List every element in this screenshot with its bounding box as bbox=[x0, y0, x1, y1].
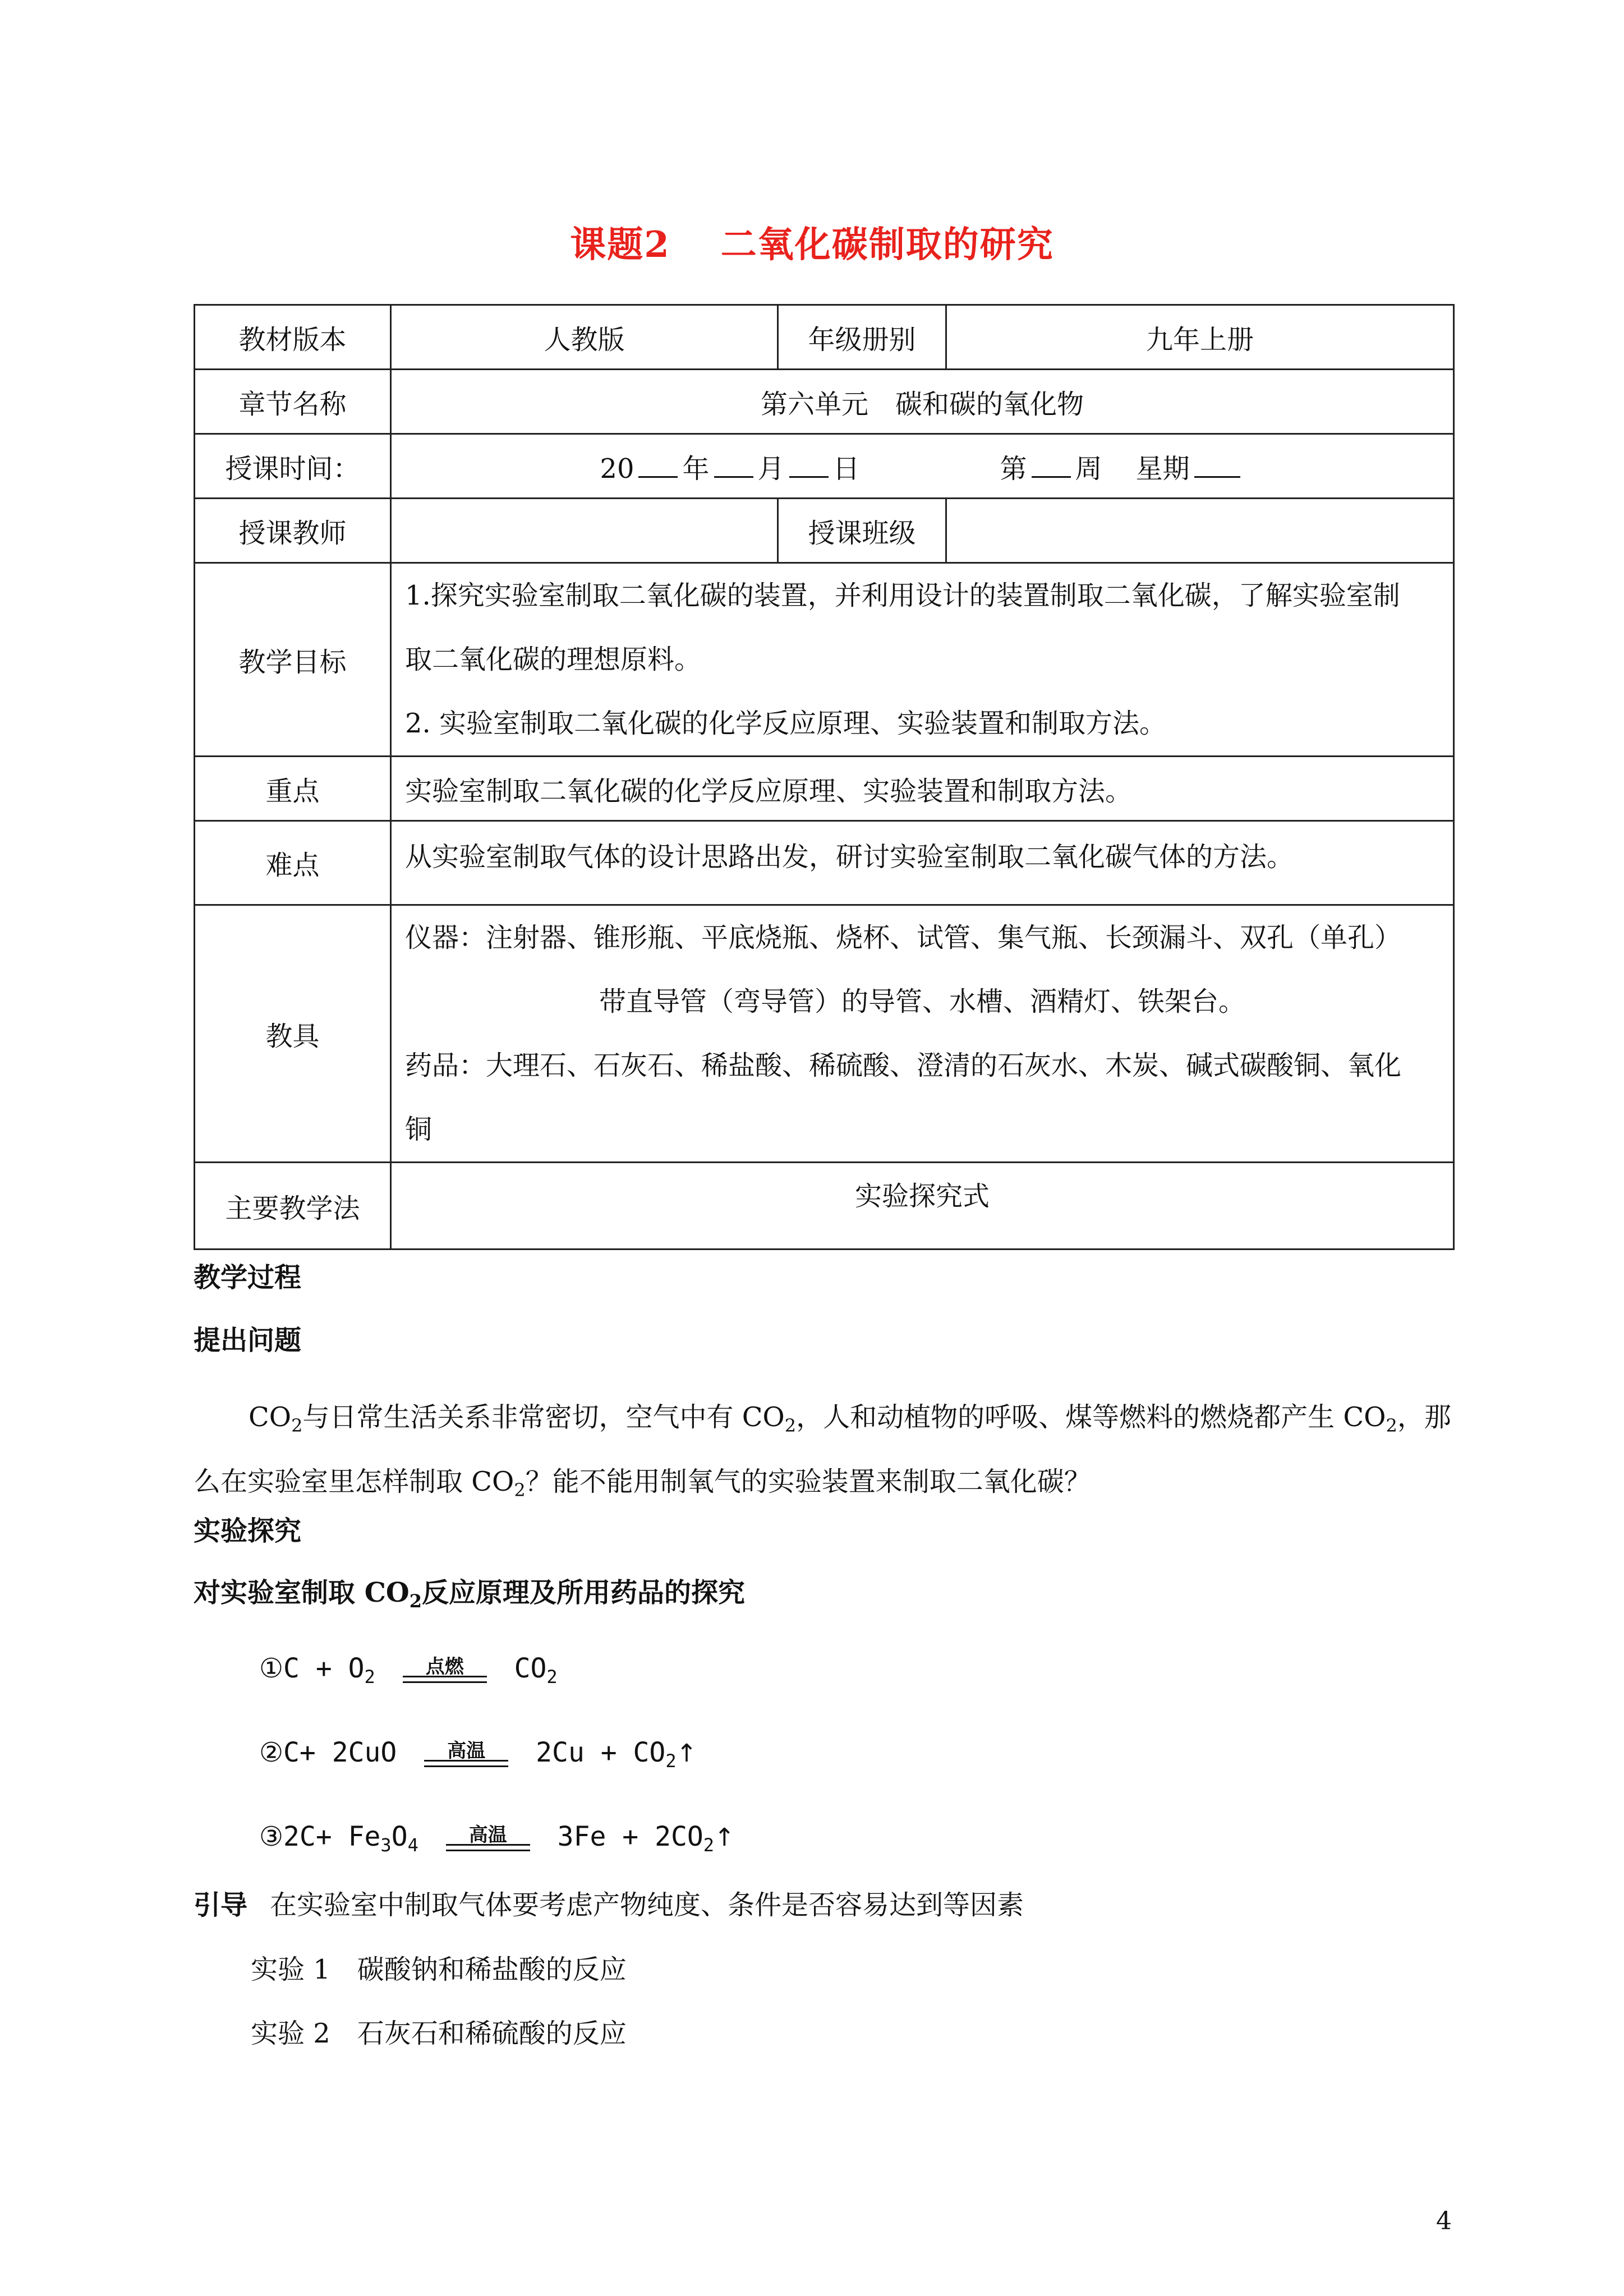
year-blank bbox=[638, 476, 678, 478]
row-key-point bbox=[195, 757, 1454, 821]
equation-3 bbox=[259, 1820, 1045, 1855]
year-prefix: 20 bbox=[600, 453, 634, 485]
eq3-lhs-2: O bbox=[391, 1821, 408, 1852]
class-label: 授课班级 bbox=[778, 499, 946, 563]
sub-2: 2 bbox=[546, 1666, 558, 1688]
eq1-condition-label: 点燃 bbox=[425, 1656, 464, 1678]
sub-4: 4 bbox=[407, 1834, 418, 1856]
objective-1b: 取二氧化碳的理想原料。 bbox=[405, 644, 702, 675]
teacher-value bbox=[391, 499, 778, 563]
textbook-value: 人教版 bbox=[391, 305, 778, 370]
instruments-line-2: 带直导管（弯导管）的导管、水槽、酒精灯、铁架台。 bbox=[599, 986, 1245, 1017]
para-text-b: 与日常生活关系非常密切，空气中有 CO bbox=[302, 1401, 785, 1433]
section-explore-subtitle bbox=[194, 1576, 1456, 1610]
key-point-label: 重点 bbox=[195, 757, 391, 821]
experiment-1: 实验 1 碳酸钠和稀盐酸的反应 bbox=[251, 1954, 627, 1985]
eq3-rhs: 3Fe + 2CO bbox=[557, 1821, 703, 1852]
week-text: 周 bbox=[1075, 453, 1102, 485]
page-title bbox=[0, 216, 1624, 268]
teaching-aids-value bbox=[391, 905, 1454, 1163]
gas-arrow-icon: ↑ bbox=[714, 1823, 735, 1852]
sub-2: 2 bbox=[514, 1479, 526, 1501]
eq1-lhs: C + O bbox=[283, 1653, 365, 1684]
instruments-line-1: 仪器：注射器、锥形瓶、平底烧瓶、烧杯、试管、集气瓶、长颈漏斗、双孔（单孔） bbox=[405, 922, 1402, 953]
para-text-f: ？能不能用制氧气的实验装置来制取二氧化碳？ bbox=[525, 1466, 1091, 1497]
difficulty-value: 从实验室制取气体的设计思路出发，研讨实验室制取二氧化碳气体的方法。 bbox=[391, 821, 1454, 905]
eq2-rhs: 2Cu + CO bbox=[536, 1737, 666, 1768]
eq2-lhs: C+ 2CuO bbox=[283, 1737, 397, 1768]
sub-2: 2 bbox=[364, 1666, 375, 1688]
para-text-e: 么在实验室里怎样制取 CO bbox=[194, 1466, 514, 1497]
time-label: 授课时间： bbox=[195, 434, 391, 499]
lesson-info-table bbox=[194, 304, 1455, 1250]
row-method bbox=[195, 1163, 1454, 1250]
eq3-condition-label: 高温 bbox=[468, 1824, 507, 1846]
equation-1 bbox=[259, 1652, 1045, 1687]
weekday-blank bbox=[1194, 476, 1240, 478]
sub-2: 2 bbox=[784, 1415, 797, 1436]
question-paragraph bbox=[194, 1385, 1456, 1514]
sub-2: 2 bbox=[409, 1590, 422, 1612]
row-objectives bbox=[195, 563, 1454, 757]
reagents-line-1: 药品：大理石、石灰石、稀盐酸、稀硫酸、澄清的石灰水、木炭、碱式碳酸铜、氧化 bbox=[405, 1050, 1402, 1081]
reagents-line-2: 铜 bbox=[405, 1114, 433, 1145]
sub-2: 2 bbox=[291, 1415, 303, 1436]
day-text: 日 bbox=[832, 453, 860, 485]
week-blank bbox=[1032, 476, 1071, 478]
page-number: 4 bbox=[1436, 2207, 1452, 2235]
row-teacher bbox=[195, 499, 1454, 563]
grade-value: 九年上册 bbox=[946, 305, 1454, 370]
row-chapter bbox=[195, 370, 1454, 434]
para-text-d: ，那 bbox=[1397, 1401, 1451, 1433]
row-difficulty bbox=[195, 821, 1454, 905]
eq2-number: ② bbox=[259, 1737, 284, 1768]
row-time bbox=[195, 434, 1454, 499]
title-main: 二氧化碳制取的研究 bbox=[720, 224, 1054, 266]
eq1-condition bbox=[403, 1653, 487, 1687]
gas-arrow-icon: ↑ bbox=[676, 1739, 697, 1768]
teacher-label: 授课教师 bbox=[195, 499, 391, 563]
section-experiment-explore: 实验探究 bbox=[194, 1515, 302, 1547]
row-textbook bbox=[195, 305, 1454, 370]
para-co2-a: CO bbox=[249, 1401, 292, 1433]
month-text: 月 bbox=[757, 453, 785, 485]
eq3-number: ③ bbox=[259, 1821, 284, 1852]
teaching-aids-label: 教具 bbox=[195, 905, 391, 1163]
explore-sub-b: 反应原理及所用药品的探究 bbox=[422, 1577, 746, 1608]
method-label: 主要教学法 bbox=[195, 1163, 391, 1250]
eq3-lhs-1: 2C+ Fe bbox=[283, 1821, 381, 1852]
objectives-label: 教学目标 bbox=[195, 563, 391, 757]
sub-2: 2 bbox=[665, 1750, 677, 1772]
year-text: 年 bbox=[682, 453, 710, 485]
section-ask-question: 提出问题 bbox=[194, 1325, 302, 1356]
explore-sub-a: 对实验室制取 CO bbox=[194, 1577, 410, 1608]
guide-line bbox=[194, 1888, 1456, 1922]
sub-2: 2 bbox=[1386, 1415, 1397, 1436]
experiment-2: 实验 2 石灰石和稀硫酸的反应 bbox=[251, 2018, 627, 2049]
section-teaching-process: 教学过程 bbox=[194, 1262, 302, 1293]
objectives-value bbox=[391, 563, 1454, 757]
textbook-label: 教材版本 bbox=[195, 305, 391, 370]
difficulty-label: 难点 bbox=[195, 821, 391, 905]
eq3-condition bbox=[446, 1822, 530, 1855]
sub-2: 2 bbox=[703, 1834, 715, 1856]
para-text-c: ，人和动植物的呼吸、煤等燃料的燃烧都产生 CO bbox=[796, 1401, 1386, 1433]
month-blank bbox=[714, 476, 753, 478]
day-blank bbox=[789, 476, 829, 478]
week-prefix: 第 bbox=[1000, 453, 1027, 485]
chapter-label: 章节名称 bbox=[195, 370, 391, 434]
time-value bbox=[391, 434, 1454, 499]
eq1-number: ① bbox=[259, 1653, 284, 1684]
eq2-condition bbox=[424, 1737, 508, 1771]
title-prefix: 课题2 bbox=[570, 224, 670, 266]
objective-2: 2. 实验室制取二氧化碳的化学反应原理、实验装置和制取方法。 bbox=[405, 708, 1167, 739]
equation-2 bbox=[259, 1736, 1045, 1771]
guide-label: 引导 bbox=[194, 1889, 248, 1921]
eq1-rhs: CO bbox=[514, 1653, 547, 1684]
class-value bbox=[946, 499, 1454, 563]
objective-1a: 1.探究实验室制取二氧化碳的装置，并利用设计的装置制取二氧化碳，了解实验室制 bbox=[405, 580, 1400, 611]
guide-text: 在实验室中制取气体要考虑产物纯度、条件是否容易达到等因素 bbox=[270, 1889, 1024, 1921]
sub-3: 3 bbox=[380, 1834, 392, 1856]
weekday-text: 星期 bbox=[1135, 453, 1190, 485]
key-point-value: 实验室制取二氧化碳的化学反应原理、实验装置和制取方法。 bbox=[391, 757, 1454, 821]
eq2-condition-label: 高温 bbox=[447, 1740, 486, 1762]
method-value: 实验探究式 bbox=[391, 1163, 1454, 1250]
grade-label: 年级册别 bbox=[778, 305, 946, 370]
row-teaching-aids bbox=[195, 905, 1454, 1163]
chapter-value: 第六单元 碳和碳的氧化物 bbox=[391, 370, 1454, 434]
